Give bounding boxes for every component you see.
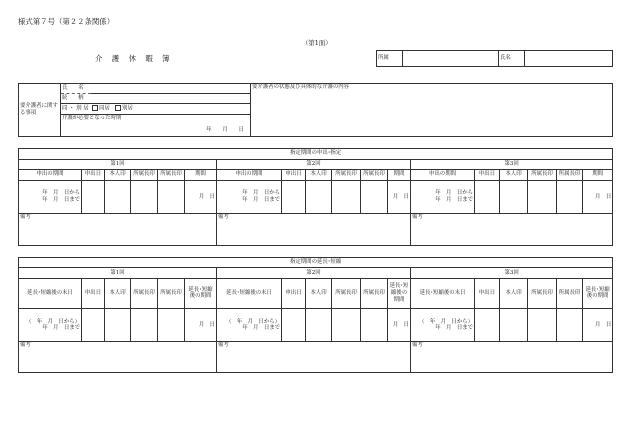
app-col-head-seal-b: 所属長印 [158, 170, 185, 181]
name-label: 氏名 [499, 51, 525, 67]
extension-title: 指定期間の延長･短縮 [19, 258, 613, 268]
app-duration-cell[interactable]: 月 日 [185, 180, 217, 214]
app-col-date: 申出日 [475, 170, 500, 181]
ext-col-seal: 本人印 [500, 278, 528, 309]
app-head-seal-a-cell[interactable] [528, 180, 557, 214]
app-col-period: 申出の期間 [217, 170, 282, 181]
relation-label: 続 柄 [61, 94, 91, 104]
app-col-date: 申出日 [82, 170, 105, 181]
condition-field[interactable] [251, 84, 613, 137]
application-title: 指定期間の申出･指定 [19, 149, 613, 160]
ext-col-end-date: 延長･短縮後の末日 [411, 278, 475, 309]
app-remarks-3[interactable]: 備考 [411, 214, 613, 246]
app-remarks-1[interactable]: 備考 [19, 214, 217, 246]
ext-col-date: 申出日 [82, 278, 105, 309]
ext-duration-cell[interactable]: 月 日 [388, 309, 411, 342]
caregiver-side-label: 要介護者に関する事項 [19, 84, 61, 137]
ext-col-seal: 本人印 [105, 278, 131, 309]
app-head-seal-b-cell[interactable] [557, 180, 583, 214]
app-duration-cell[interactable]: 月 日 [583, 180, 613, 214]
app-remarks-2[interactable]: 備考 [217, 214, 411, 246]
app-head-seal-a-cell[interactable] [131, 180, 158, 214]
affiliation-label: 所属 [377, 51, 403, 67]
start-time-cell[interactable] [61, 114, 251, 136]
app-seal-cell[interactable] [306, 180, 332, 214]
cohabitation-row [61, 104, 251, 114]
ext-head-seal-a-cell[interactable] [131, 309, 158, 342]
app-col-head-seal-a: 所属長印 [528, 170, 557, 181]
page-label: （第1面） [302, 39, 332, 47]
ext-date-cell[interactable] [475, 309, 500, 342]
together-checkbox[interactable] [92, 105, 98, 111]
app-period-cell[interactable]: 年 月 日から 年 月 日まで [19, 180, 82, 214]
ext-head-seal-b-cell[interactable] [557, 309, 583, 342]
ext-duration-cell[interactable]: 月 日 [583, 309, 613, 342]
app-col-head-seal-a: 所属長印 [332, 170, 361, 181]
ext-head-seal-b-cell[interactable] [361, 309, 388, 342]
app-col-seal: 本人印 [306, 170, 332, 181]
app-period-cell[interactable]: 年 月 日から 年 月 日まで [411, 180, 475, 214]
affiliation-field[interactable] [403, 51, 499, 67]
app-col-date: 申出日 [282, 170, 306, 181]
ext-seal-cell[interactable] [500, 309, 528, 342]
separate-label: 別居 [122, 105, 133, 112]
ext-seal-cell[interactable] [306, 309, 332, 342]
application-table [18, 148, 613, 246]
ext-head-seal-a-cell[interactable] [332, 309, 361, 342]
ext-period-cell[interactable]: （ 年 月 日から） 年 月 日まで [217, 309, 282, 342]
ext-col-duration: 延長･短縮後の期間 [583, 278, 613, 309]
header-table [376, 50, 613, 67]
start-time-label: 介護が必要となった時期 [62, 114, 122, 121]
ext-col-head-seal-b: 所属長印 [158, 278, 185, 309]
app-col-duration: 期間 [388, 170, 411, 181]
app-col-period: 申出の期間 [19, 170, 82, 181]
ext-remarks-2[interactable]: 備考 [217, 342, 411, 373]
ext-col-date: 申出日 [282, 278, 306, 309]
relation-field[interactable] [91, 94, 251, 104]
app-col-head-seal-b: 所属長印 [557, 170, 583, 181]
ext-duration-cell[interactable]: 月 日 [185, 309, 217, 342]
together-label: 同居 [99, 105, 110, 112]
app-date-cell[interactable] [82, 180, 105, 214]
ext-head-seal-b-cell[interactable] [158, 309, 185, 342]
ext-col-end-date: 延長･短縮後の末日 [19, 278, 82, 309]
app-col-duration: 期間 [185, 170, 217, 181]
ext-period-cell[interactable]: （ 年 月 日から） 年 月 日まで [19, 309, 82, 342]
ext-col-head-seal-b: 所属長印 [557, 278, 583, 309]
app-round-3: 第3回 [411, 159, 613, 170]
form-title: 介 護 休 暇 簿 [95, 54, 171, 63]
ext-round-1: 第1回 [19, 268, 217, 278]
app-duration-cell[interactable]: 月 日 [388, 180, 411, 214]
app-date-cell[interactable] [475, 180, 500, 214]
ext-head-seal-a-cell[interactable] [528, 309, 557, 342]
ext-col-head-seal-a: 所属長印 [528, 278, 557, 309]
ext-remarks-1[interactable]: 備考 [19, 342, 217, 373]
app-head-seal-b-cell[interactable] [361, 180, 388, 214]
app-col-head-seal-b: 所属長印 [361, 170, 388, 181]
ext-round-2: 第2回 [217, 268, 411, 278]
app-period-cell[interactable]: 年 月 日から 年 月 日まで [217, 180, 282, 214]
app-col-duration: 期間 [583, 170, 613, 181]
ext-round-3: 第3回 [411, 268, 613, 278]
name-field[interactable] [525, 51, 613, 67]
app-round-2: 第2回 [217, 159, 411, 170]
ext-col-head-seal-b: 所属長印 [361, 278, 388, 309]
ext-col-duration: 延長･短縮後の期間 [388, 278, 411, 309]
start-time-date: 年 月 日 [206, 127, 244, 134]
ext-date-cell[interactable] [282, 309, 306, 342]
app-head-seal-a-cell[interactable] [332, 180, 361, 214]
ext-remarks-3[interactable]: 備考 [411, 342, 613, 373]
cohabitation-label: 同 ・ 別 居 [62, 105, 89, 112]
app-round-1: 第1回 [19, 159, 217, 170]
ext-col-duration: 延長･短縮後の期間 [185, 278, 217, 309]
ext-col-date: 申出日 [475, 278, 500, 309]
condition-label: 要介護者の状態及び具体的な介護の内容 [252, 84, 350, 90]
app-col-period: 申出の期間 [411, 170, 475, 181]
separate-checkbox[interactable] [115, 105, 121, 111]
app-col-seal: 本人印 [105, 170, 131, 181]
ext-seal-cell[interactable] [105, 309, 131, 342]
caregiver-table [18, 83, 613, 137]
app-col-seal: 本人印 [500, 170, 528, 181]
ext-col-head-seal-a: 所属長印 [131, 278, 158, 309]
form-number: 様式第７号（第２２条関係） [18, 17, 115, 26]
extension-table [18, 257, 613, 373]
ext-date-cell[interactable] [82, 309, 105, 342]
app-head-seal-b-cell[interactable] [158, 180, 185, 214]
app-seal-cell[interactable] [105, 180, 131, 214]
caregiver-name-label: 氏 名 [61, 84, 91, 94]
app-date-cell[interactable] [282, 180, 306, 214]
caregiver-name-field[interactable] [91, 84, 251, 94]
ext-col-head-seal-a: 所属長印 [332, 278, 361, 309]
app-seal-cell[interactable] [500, 180, 528, 214]
ext-period-cell[interactable]: （ 年 月 日から） 年 月 日まで [411, 309, 475, 342]
app-col-head-seal-a: 所属長印 [131, 170, 158, 181]
ext-col-end-date: 延長･短縮後の末日 [217, 278, 282, 309]
ext-col-seal: 本人印 [306, 278, 332, 309]
